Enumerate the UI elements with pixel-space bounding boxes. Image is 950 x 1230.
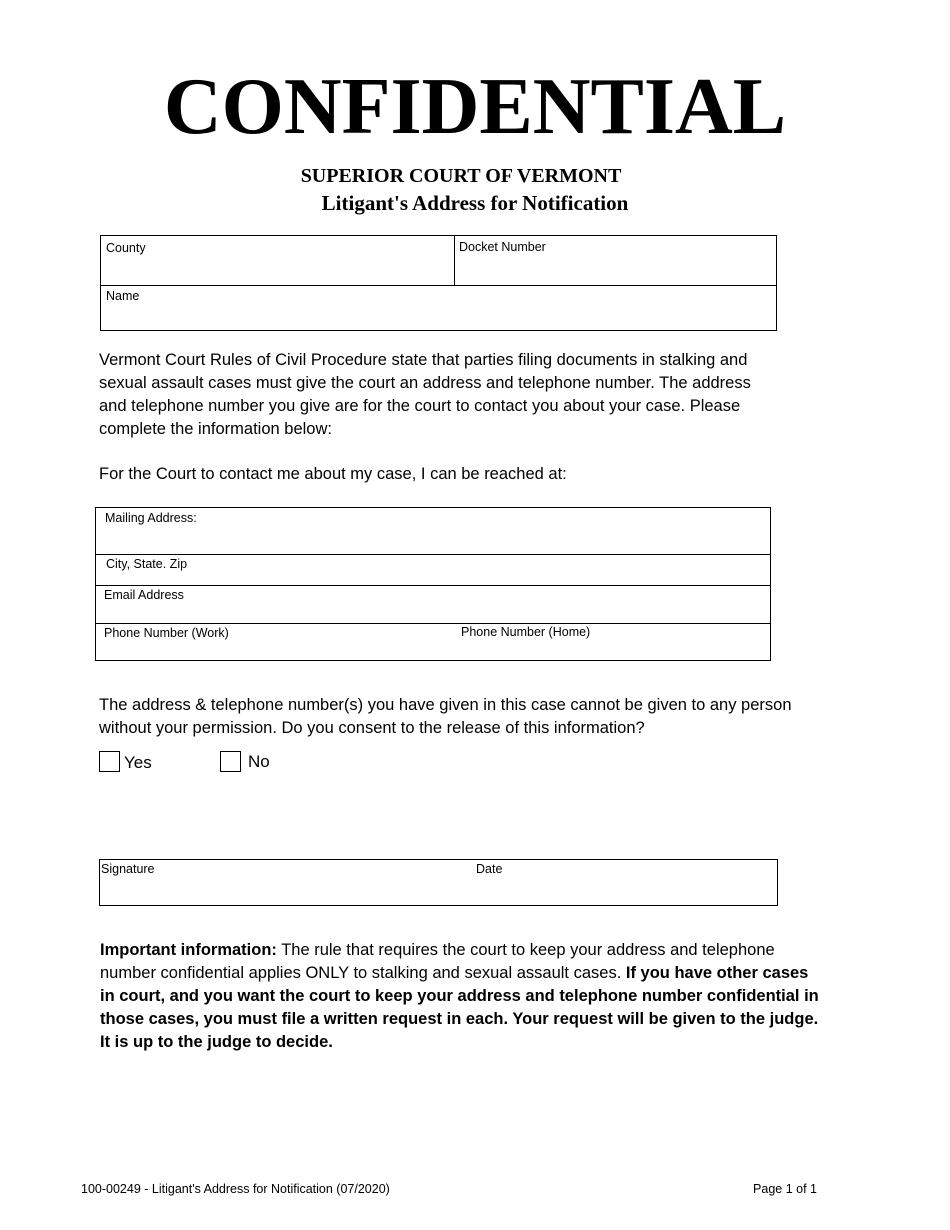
docket-number-field[interactable] <box>456 237 775 284</box>
county-label: County <box>106 241 146 255</box>
city-state-zip-label: City, State. Zip <box>106 557 188 571</box>
court-name: SUPERIOR COURT OF VERMONT <box>300 165 622 187</box>
contact-row-divider-1 <box>96 554 770 555</box>
name-label: Name <box>106 289 140 303</box>
case-box-divider-vertical <box>454 236 455 286</box>
consent-no-checkbox[interactable] <box>220 751 241 772</box>
signature-field[interactable] <box>100 860 470 904</box>
city-state-zip-field[interactable] <box>97 556 769 584</box>
email-address-field[interactable] <box>97 587 769 622</box>
contact-line: For the Court to contact me about my case, I can be reached at: <box>99 465 567 483</box>
consent-question: The address & telephone number(s) you have given in this case cannot be given to any person without your permission. Do you consent to the release of this information? <box>99 696 792 737</box>
name-field[interactable] <box>102 287 775 329</box>
confidential-banner: CONFIDENTIAL <box>163 63 787 151</box>
footer-form-id: 100-00249 - Litigant's Address for Notification (07/2020) <box>81 1182 390 1196</box>
important-lead: Important information: <box>100 941 277 959</box>
phone-home-field[interactable] <box>450 625 769 659</box>
consent-no-label: No <box>248 752 270 771</box>
phone-work-label: Phone Number (Work) <box>104 626 229 640</box>
signature-label: Signature <box>101 862 155 876</box>
phone-work-field[interactable] <box>97 625 447 659</box>
case-box-divider-horizontal <box>101 285 776 286</box>
intro-paragraph: Vermont Court Rules of Civil Procedure state that parties filing documents in stalking and sexual assault cases must give the court an address and telephone number. The address and telephone number you give are for the court to contact you about your case. Please complete the information below: <box>99 351 751 438</box>
email-address-label: Email Address <box>104 588 184 602</box>
contact-row-divider-3 <box>96 623 770 624</box>
important-information <box>100 939 825 1054</box>
consent-yes-label: Yes <box>124 753 152 772</box>
consent-yes-checkbox[interactable] <box>99 751 120 772</box>
docket-number-label: Docket Number <box>459 240 546 254</box>
mailing-address-field[interactable] <box>97 509 769 553</box>
contact-row-divider-2 <box>96 585 770 586</box>
date-label: Date <box>476 862 503 876</box>
phone-home-label: Phone Number (Home) <box>461 625 591 639</box>
important-body: The rule that requires the court to keep your address and telephone number confidential applies ONLY to stalking and sexual assault cases. <box>100 941 775 982</box>
mailing-address-label: Mailing Address: <box>105 511 197 525</box>
county-field[interactable] <box>102 237 453 284</box>
footer-page-number: Page 1 of 1 <box>753 1182 817 1196</box>
important-emphasis: If you have other cases in court, and you want the court to keep your address and telephone number confidential in those cases, you must file a written request in each. Your request will be given to the judge. It is up to the judge to decide. <box>100 964 819 1051</box>
form-title: Litigant's Address for Notification <box>321 191 629 215</box>
date-field[interactable] <box>472 860 776 904</box>
